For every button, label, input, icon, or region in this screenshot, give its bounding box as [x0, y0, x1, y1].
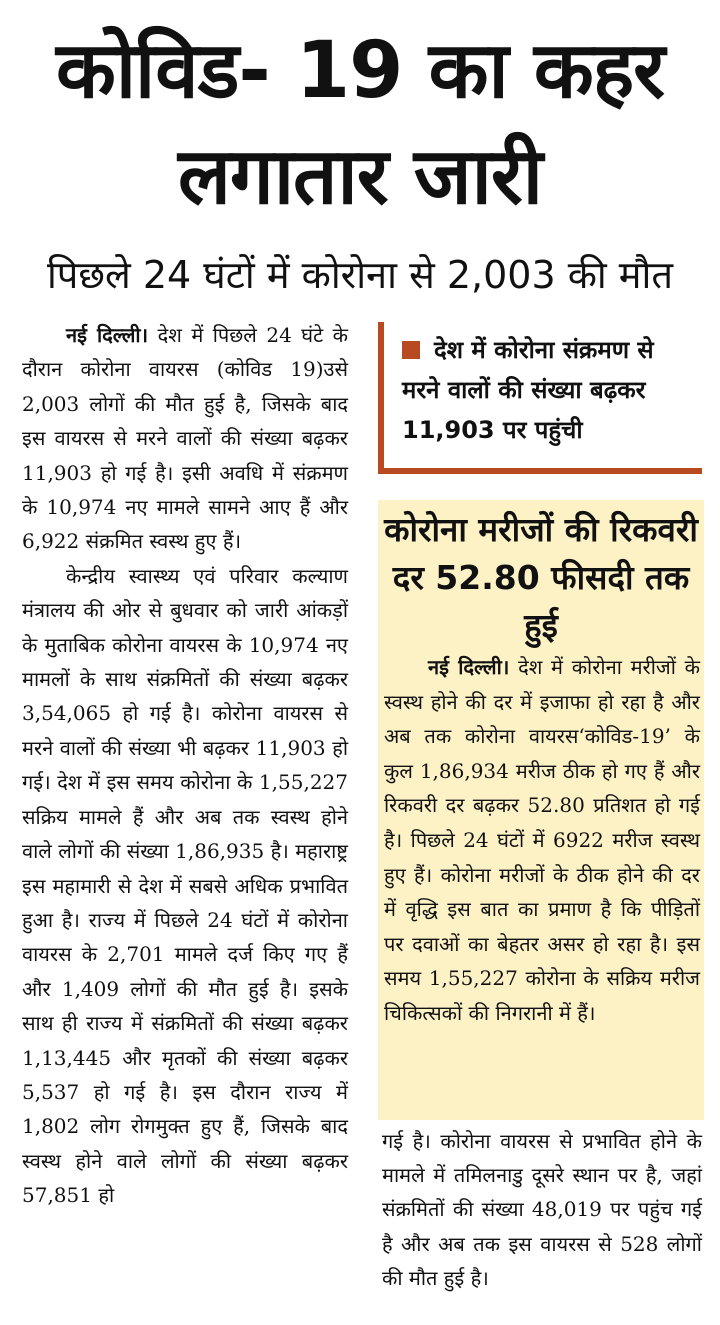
highlight-box	[378, 322, 702, 474]
sidebar-box	[378, 500, 704, 1120]
continuation-text: गई है। कोरोना वायरस से प्रभावित होने के मामले में तमिलनाडु दूसरे स्थान पर है, जहां संक्रमितों की संख्या 48,019 पर पहुंच गई है और अब तक इस वायरस से 528 लोगों की मौत हुई है।	[382, 1129, 702, 1290]
sidebar-text: देश में कोरोना मरीजों के स्वस्थ होने की दर में इजाफा हो रहा है और अब तक कोरोना वायरस‘कोविड-19’ के कुल 1,86,934 मरीज ठीक हो गए हैं और रिकवरी दर बढ़कर 52.80 प्रतिशत हो गई है। पिछले 24 घंटों में 6922 मरीज स्वस्थ हुए हैं। कोरोना मरीजों के ठीक होने की दर में वृद्धि इस बात का प्रमाण है कि पीड़ितों पर दवाओं का बेहतर असर हो रहा है। इस समय 1,55,227 कोरोना के सक्रिय मरीज चिकित्सकों की निगरानी में हैं।	[384, 655, 700, 1025]
main-story	[22, 318, 348, 1213]
sidebar-dateline: नई दिल्ली।	[428, 655, 510, 679]
headline-line-1: कोविड- 19 का कहर	[55, 26, 665, 116]
sidebar-body	[384, 650, 700, 1031]
sidebar-paragraph	[384, 650, 700, 1031]
main-story-text-1: देश में पिछले 24 घंटे के दौरान कोरोना वायरस (कोविड 19)उसे 2,003 लोगों की मौत हुई है, जिसके बाद इस वायरस से मरने वालों की संख्या बढ़कर 11,903 हो गई है। इसी अवधि में संक्रमण के 10,974 नए मामले सामने आए हैं और 6,922 संक्रमित स्वस्थ हुए हैं।	[22, 323, 349, 554]
headline-line-2: लगातार जारी	[178, 132, 542, 222]
headline	[0, 18, 720, 230]
main-story-paragraph-1	[22, 318, 348, 559]
square-bullet-icon	[402, 341, 420, 359]
highlight-text: देश में कोरोना संक्रमण से मरने वालों की संख्या बढ़कर 11,903 पर पहुंची	[402, 336, 654, 444]
main-story-paragraph-2: केन्द्रीय स्वास्थ्य एवं परिवार कल्याण मंत्रालय की ओर से बुधवार को जारी आंकड़ों के मुताबिक कोरोना वायरस के 10,974 नए मामलों के साथ संक्रमितों की संख्या बढ़कर 3,54,065 हो गई है। कोरोना वायरस से मरने वालों की संख्या भी बढ़कर 11,903 हो गई। देश में इस समय कोरोना के 1,55,227 सक्रिय मामले हैं और अब तक स्वस्थ होने वाले लोगों की संख्या 1,86,935 है। महाराष्ट्र इस महामारी से देश में सबसे अधिक प्रभावित हुआ है। राज्य में पिछले 24 घंटों में कोरोना वायरस के 2,701 मामले दर्ज किए गए हैं और 1,409 लोगों की मौत हुई है। इसके साथ ही राज्य में संक्रमितों की संख्या बढ़कर 1,13,445 और मृतकों की संख्या बढ़कर 5,537 हो गई है। इस दौरान राज्य में 1,802 लोग रोगमुक्त हुए हैं, जिसके बाद स्वस्थ होने वाले लोगों की संख्या बढ़कर 57,851 हो	[22, 563, 348, 1208]
sidebar-title: कोरोना मरीजों की रिकवरी दर 52.80 फीसदी तक हुई	[384, 510, 698, 645]
dateline: नई दिल्ली।	[66, 323, 149, 347]
story-continuation	[382, 1124, 702, 1295]
subheadline: पिछले 24 घंटों में कोरोना से 2,003 की मौत	[46, 253, 674, 297]
